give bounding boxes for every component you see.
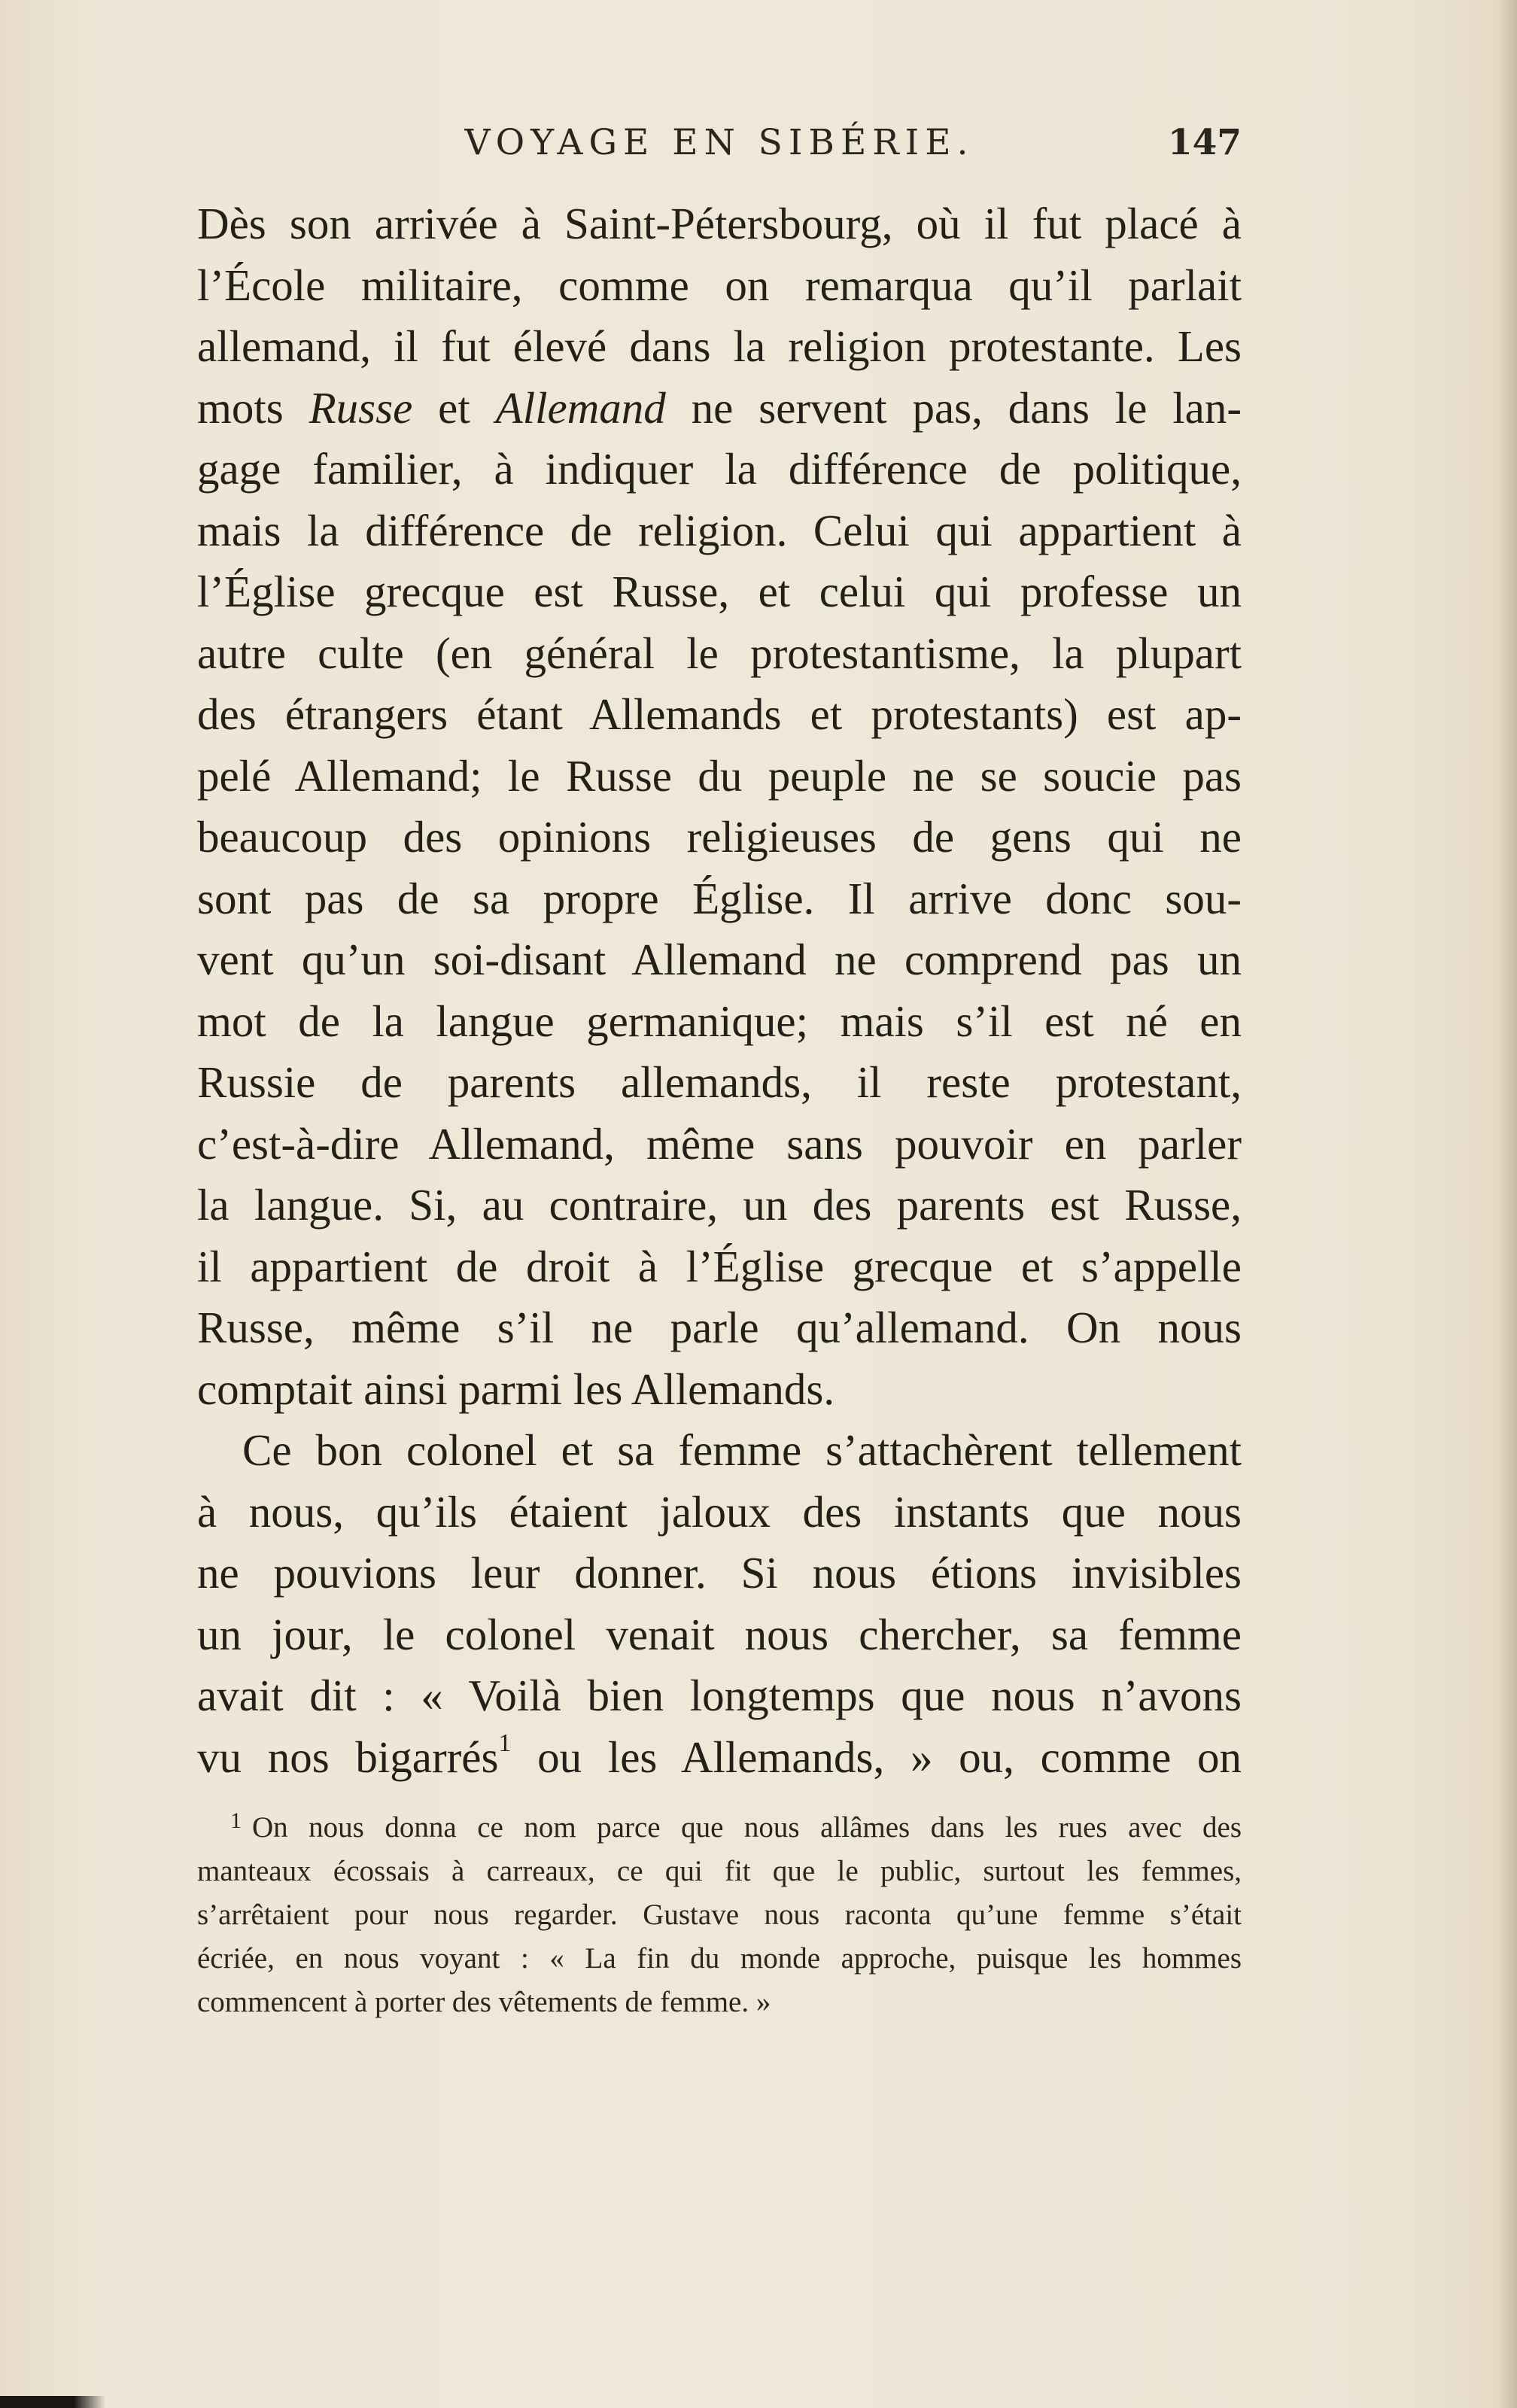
italic-word-allemand: Allemand	[495, 382, 666, 433]
page-number: 147	[1167, 122, 1242, 163]
text-line: l’École militaire, comme on remarqua qu’il parlait	[197, 260, 1242, 310]
footnote-reference[interactable]: 1	[498, 1728, 512, 1757]
scan-edge-mark	[0, 2396, 105, 2408]
text-line: beaucoup des opinions religieuses de gens qui ne	[197, 812, 1242, 862]
italic-word-russe: Russe	[309, 382, 413, 433]
text-line: à nous, qu’ils étaient jaloux des instants que nous	[197, 1486, 1242, 1537]
text-line: Dès son arrivée à Saint-Pétersbourg, où il fut placé à	[197, 199, 1242, 248]
footnote-text: On nous donna ce nom parce que nous allâmes dans les rues avec des	[252, 1811, 1242, 1844]
footnote	[197, 1806, 1242, 2024]
text-line	[197, 1727, 1242, 1789]
text-line: allemand, il fut élevé dans la religion protestante. Les	[197, 321, 1242, 371]
paragraph-1	[197, 193, 1242, 1420]
text-line: la langue. Si, au contraire, un des parents est Russe,	[197, 1180, 1242, 1230]
body-text	[197, 193, 1242, 1788]
text-line: il appartient de droit à l’Église grecque et s’appelle	[197, 1241, 1242, 1291]
text-line: pelé Allemand; le Russe du peuple ne se soucie pas	[197, 750, 1242, 801]
footnote-mark: 1	[230, 1808, 242, 1833]
text-line: c’est-à-dire Allemand, même sans pouvoir en parler	[197, 1118, 1242, 1169]
text-line	[197, 378, 1242, 439]
text-line: ne pouvions leur donner. Si nous étions invisibles	[197, 1548, 1242, 1598]
text-line: Russie de parents allemands, il reste protestant,	[197, 1057, 1242, 1107]
running-head	[197, 122, 1242, 175]
text-segment: et	[412, 382, 496, 433]
text-line: un jour, le colonel venait nous chercher, sa femme	[197, 1609, 1242, 1659]
footnote-line: commencent à porter des vêtements de femme. »	[197, 1986, 771, 2018]
running-title: VOYAGE EN SIBÉRIE.	[464, 122, 974, 163]
text-line: autre culte (en général le protestantisme, la plupart	[197, 628, 1242, 678]
text-line: mais la différence de religion. Celui qui appartient à	[197, 505, 1242, 555]
paragraph-2	[197, 1420, 1242, 1788]
footnote-line	[197, 1806, 1242, 1850]
footnote-line: s’arrêtaient pour nous regarder. Gustave nous raconta qu’une femme s’était	[197, 1899, 1242, 1931]
text-line: gage familier, à indiquer la différence de politique,	[197, 444, 1242, 494]
footnote-line: manteaux écossais à carreaux, ce qui fit que le public, surtout les femmes,	[197, 1855, 1242, 1887]
text-line: avait dit : « Voilà bien longtemps que nous n’avons	[197, 1671, 1242, 1720]
text-line: sont pas de sa propre Église. Il arrive donc sou-	[197, 873, 1242, 923]
text-line: comptait ainsi parmi les Allemands.	[197, 1364, 835, 1414]
text-segment: mots	[197, 382, 309, 433]
text-line: Russe, même s’il ne parle qu’allemand. On nous	[197, 1303, 1242, 1352]
footnote-line: écriée, en nous voyant : « La fin du monde approche, puisque les hommes	[197, 1942, 1242, 1975]
text-segment: ne servent pas, dans le lan-	[665, 382, 1242, 433]
text-line: l’Église grecque est Russe, et celui qui professe un	[197, 567, 1242, 616]
text-segment: ou les Allemands, » ou, comme on	[511, 1732, 1242, 1782]
text-line: mot de la langue germanique; mais s’il est né en	[197, 996, 1242, 1046]
text-line: des étrangers étant Allemands et protestants) est ap-	[197, 689, 1242, 739]
page-edge-shadow	[1497, 0, 1517, 2408]
text-segment: vu nos bigarrés	[197, 1732, 499, 1782]
text-line: Ce bon colonel et sa femme s’attachèrent tellement	[242, 1425, 1242, 1475]
text-line: vent qu’un soi-disant Allemand ne comprend pas un	[197, 935, 1242, 984]
